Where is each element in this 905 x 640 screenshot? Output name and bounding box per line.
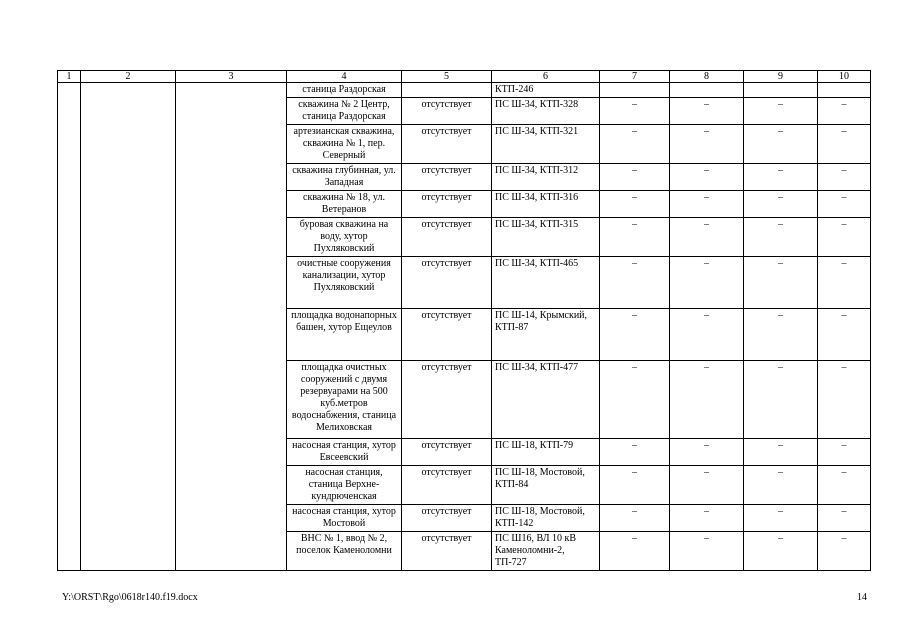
cell-col10: –	[818, 125, 871, 164]
cell-col10: –	[818, 191, 871, 218]
cell-col9: –	[744, 505, 818, 532]
header-cell: 4	[287, 71, 402, 83]
cell-col9: –	[744, 218, 818, 257]
cell-col10: –	[818, 466, 871, 505]
status-cell: отсутствует	[402, 98, 492, 125]
cell-col7: –	[600, 164, 670, 191]
power-source-cell: ПС Ш-18, КТП-79	[492, 439, 600, 466]
page-number: 14	[857, 592, 867, 603]
object-name-cell: скважина № 2 Центр, станица Раздорская	[287, 98, 402, 125]
cell-col8: –	[670, 191, 744, 218]
header-cell: 10	[818, 71, 871, 83]
status-cell: отсутствует	[402, 466, 492, 505]
cell-col2	[81, 83, 176, 571]
cell-col10: –	[818, 439, 871, 466]
status-cell: отсутствует	[402, 505, 492, 532]
cell-col7: –	[600, 466, 670, 505]
power-source-cell: ПС Ш-34, КТП-316	[492, 191, 600, 218]
status-cell: отсутствует	[402, 361, 492, 439]
object-name-cell: площадка очистных сооружений с двумя резервуарами на 500 куб.метров водоснабжения, станица Мелиховская	[287, 361, 402, 439]
cell-col8: –	[670, 125, 744, 164]
cell-col7	[600, 83, 670, 98]
cell-col10	[818, 83, 871, 98]
cell-col9: –	[744, 125, 818, 164]
header-cell: 1	[58, 71, 81, 83]
header-cell: 5	[402, 71, 492, 83]
header-cell: 2	[81, 71, 176, 83]
power-source-cell: ПС Ш-18, Мостовой, КТП-84	[492, 466, 600, 505]
cell-col7: –	[600, 257, 670, 309]
header-cell: 6	[492, 71, 600, 83]
cell-col8: –	[670, 309, 744, 361]
cell-col10: –	[818, 309, 871, 361]
status-cell: отсутствует	[402, 218, 492, 257]
cell-col10: –	[818, 164, 871, 191]
document-table	[57, 70, 871, 571]
cell-col7: –	[600, 98, 670, 125]
header-cell: 9	[744, 71, 818, 83]
object-name-cell: скважина глубинная, ул. Западная	[287, 164, 402, 191]
power-source-cell: ПС Ш-34, КТП-321	[492, 125, 600, 164]
cell-col8: –	[670, 257, 744, 309]
power-source-cell: ПС Ш16, ВЛ 10 кВ Каменоломни-2, ТП-727	[492, 532, 600, 571]
power-source-cell: ПС Ш-34, КТП-328	[492, 98, 600, 125]
cell-col10: –	[818, 218, 871, 257]
cell-col9: –	[744, 439, 818, 466]
object-name-cell: артезианская скважина, скважина № 1, пер. Северный	[287, 125, 402, 164]
power-source-cell: ПС Ш-14, Крымский, КТП-87	[492, 309, 600, 361]
cell-col3	[176, 83, 287, 571]
cell-col7: –	[600, 439, 670, 466]
cell-col8: –	[670, 466, 744, 505]
cell-col9: –	[744, 532, 818, 571]
header-cell: 3	[176, 71, 287, 83]
status-cell	[402, 83, 492, 98]
power-source-cell: ПС Ш-18, Мостовой, КТП-142	[492, 505, 600, 532]
object-name-cell: ВНС № 1, ввод № 2, поселок Каменоломни	[287, 532, 402, 571]
header-cell: 8	[670, 71, 744, 83]
status-cell: отсутствует	[402, 532, 492, 571]
header-cell: 7	[600, 71, 670, 83]
cell-col9: –	[744, 257, 818, 309]
cell-col9: –	[744, 164, 818, 191]
cell-col7: –	[600, 309, 670, 361]
cell-col9: –	[744, 361, 818, 439]
table-row	[58, 83, 871, 98]
cell-col7: –	[600, 361, 670, 439]
footer-file-path: Y:\ORST\Rgo\0618r140.f19.docx	[62, 592, 198, 603]
object-name-cell: насосная станция, хутор Евсеевский	[287, 439, 402, 466]
cell-col8: –	[670, 505, 744, 532]
cell-col8: –	[670, 439, 744, 466]
cell-col8	[670, 83, 744, 98]
table-header-row	[58, 71, 871, 83]
cell-col10: –	[818, 532, 871, 571]
cell-col9	[744, 83, 818, 98]
cell-col7: –	[600, 505, 670, 532]
cell-col9: –	[744, 98, 818, 125]
object-name-cell: площадка водонапорных башен, хутор Ещеулов	[287, 309, 402, 361]
object-name-cell: буровая скважина на воду, хутор Пухляковский	[287, 218, 402, 257]
object-name-cell: очистные сооружения канализации, хутор Пухляковский	[287, 257, 402, 309]
cell-col8: –	[670, 98, 744, 125]
object-name-cell: насосная станция, станица Верхне-кундрюченская	[287, 466, 402, 505]
cell-col9: –	[744, 466, 818, 505]
power-source-cell: КТП-246	[492, 83, 600, 98]
cell-col8: –	[670, 361, 744, 439]
power-source-cell: ПС Ш-34, КТП-315	[492, 218, 600, 257]
status-cell: отсутствует	[402, 125, 492, 164]
power-source-cell: ПС Ш-34, КТП-477	[492, 361, 600, 439]
cell-col7: –	[600, 532, 670, 571]
cell-col9: –	[744, 309, 818, 361]
status-cell: отсутствует	[402, 191, 492, 218]
cell-col10: –	[818, 505, 871, 532]
cell-col9: –	[744, 191, 818, 218]
cell-col10: –	[818, 257, 871, 309]
power-source-cell: ПС Ш-34, КТП-465	[492, 257, 600, 309]
cell-col8: –	[670, 218, 744, 257]
cell-col10: –	[818, 361, 871, 439]
cell-col7: –	[600, 191, 670, 218]
cell-col7: –	[600, 125, 670, 164]
cell-col1	[58, 83, 81, 571]
status-cell: отсутствует	[402, 164, 492, 191]
cell-col7: –	[600, 218, 670, 257]
status-cell: отсутствует	[402, 309, 492, 361]
object-name-cell: скважина № 18, ул. Ветеранов	[287, 191, 402, 218]
cell-col8: –	[670, 532, 744, 571]
status-cell: отсутствует	[402, 257, 492, 309]
status-cell: отсутствует	[402, 439, 492, 466]
cell-col8: –	[670, 164, 744, 191]
cell-col10: –	[818, 98, 871, 125]
object-name-cell: насосная станция, хутор Мостовой	[287, 505, 402, 532]
object-name-cell: станица Раздорская	[287, 83, 402, 98]
power-source-cell: ПС Ш-34, КТП-312	[492, 164, 600, 191]
